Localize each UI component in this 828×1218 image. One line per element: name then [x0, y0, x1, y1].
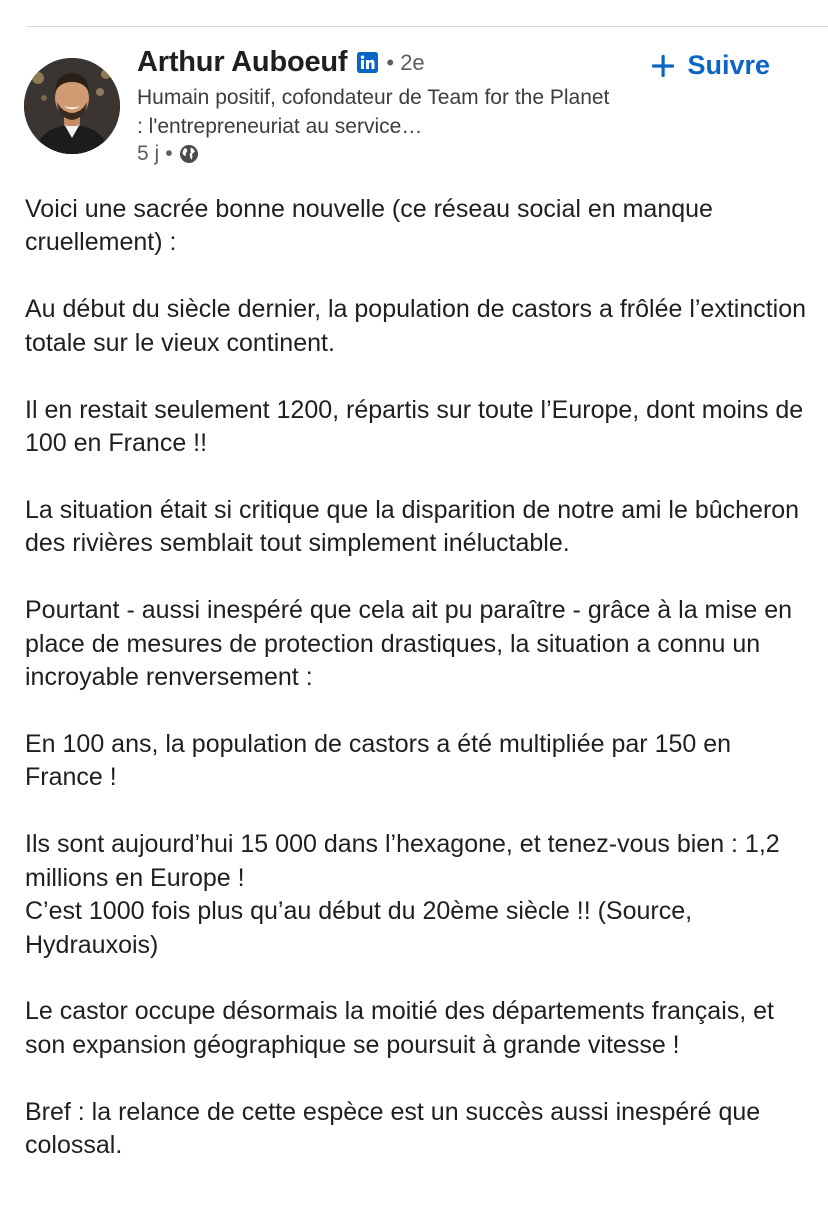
post-paragraph: Voici une sacrée bonne nouvelle (ce réseau social en manque cruellement) :	[25, 195, 713, 257]
connection-degree: • 2e	[386, 49, 425, 75]
avatar[interactable]	[24, 58, 120, 154]
author-line	[137, 46, 425, 79]
post-paragraph: Pourtant - aussi inespéré que cela ait pu paraître - grâce à la mise en place de mesures de protection drastiques, la situation a connu un incroyable renversement :	[25, 596, 793, 692]
meta-separator: •	[165, 142, 173, 165]
post-time: 5 j	[137, 142, 160, 165]
top-divider	[26, 26, 828, 27]
author-headline: Humain positif, cofondateur de Team for the Planet : l'entrepreneuriat au service…	[137, 86, 610, 138]
plus-icon	[651, 54, 675, 78]
post-header	[24, 44, 814, 170]
post-paragraph: Il en restait seulement 1200, répartis sur toute l’Europe, dont moins de 100 en France !!	[25, 395, 804, 458]
avatar-photo	[24, 58, 120, 154]
post-paragraph: Ils sont aujourd’hui 15 000 dans l’hexagone, et tenez-vous bien : 1,2 millions en Europe ! C’est 1000 fois plus qu’au début du 20ème siècle !! (Source, Hydrauxois)	[25, 830, 780, 959]
linkedin-icon	[357, 52, 378, 73]
post-paragraph: Le castor occupe désormais la moitié des départements français, et son expansion géographique se poursuit à grande vitesse !	[25, 997, 774, 1059]
post-meta	[137, 142, 199, 166]
post-paragraph: Au début du siècle dernier, la population de castors a frôlée l’extinction totale sur le vieux continent.	[25, 295, 807, 357]
post-paragraph: En 100 ans, la population de castors a été multipliée par 150 en France !	[25, 729, 732, 792]
follow-label: Suivre	[687, 50, 770, 80]
follow-button[interactable]	[651, 50, 770, 81]
post-body	[25, 193, 815, 1196]
post-paragraph: Bref : la relance de cette espèce est un succès aussi inespéré que colossal.	[25, 1097, 761, 1160]
post-paragraph: La situation était si critique que la disparition de notre ami le bûcheron des rivières semblait tout simplement inéluctable.	[25, 495, 800, 558]
author-name[interactable]: Arthur Auboeuf	[137, 46, 348, 78]
globe-icon	[179, 144, 199, 164]
